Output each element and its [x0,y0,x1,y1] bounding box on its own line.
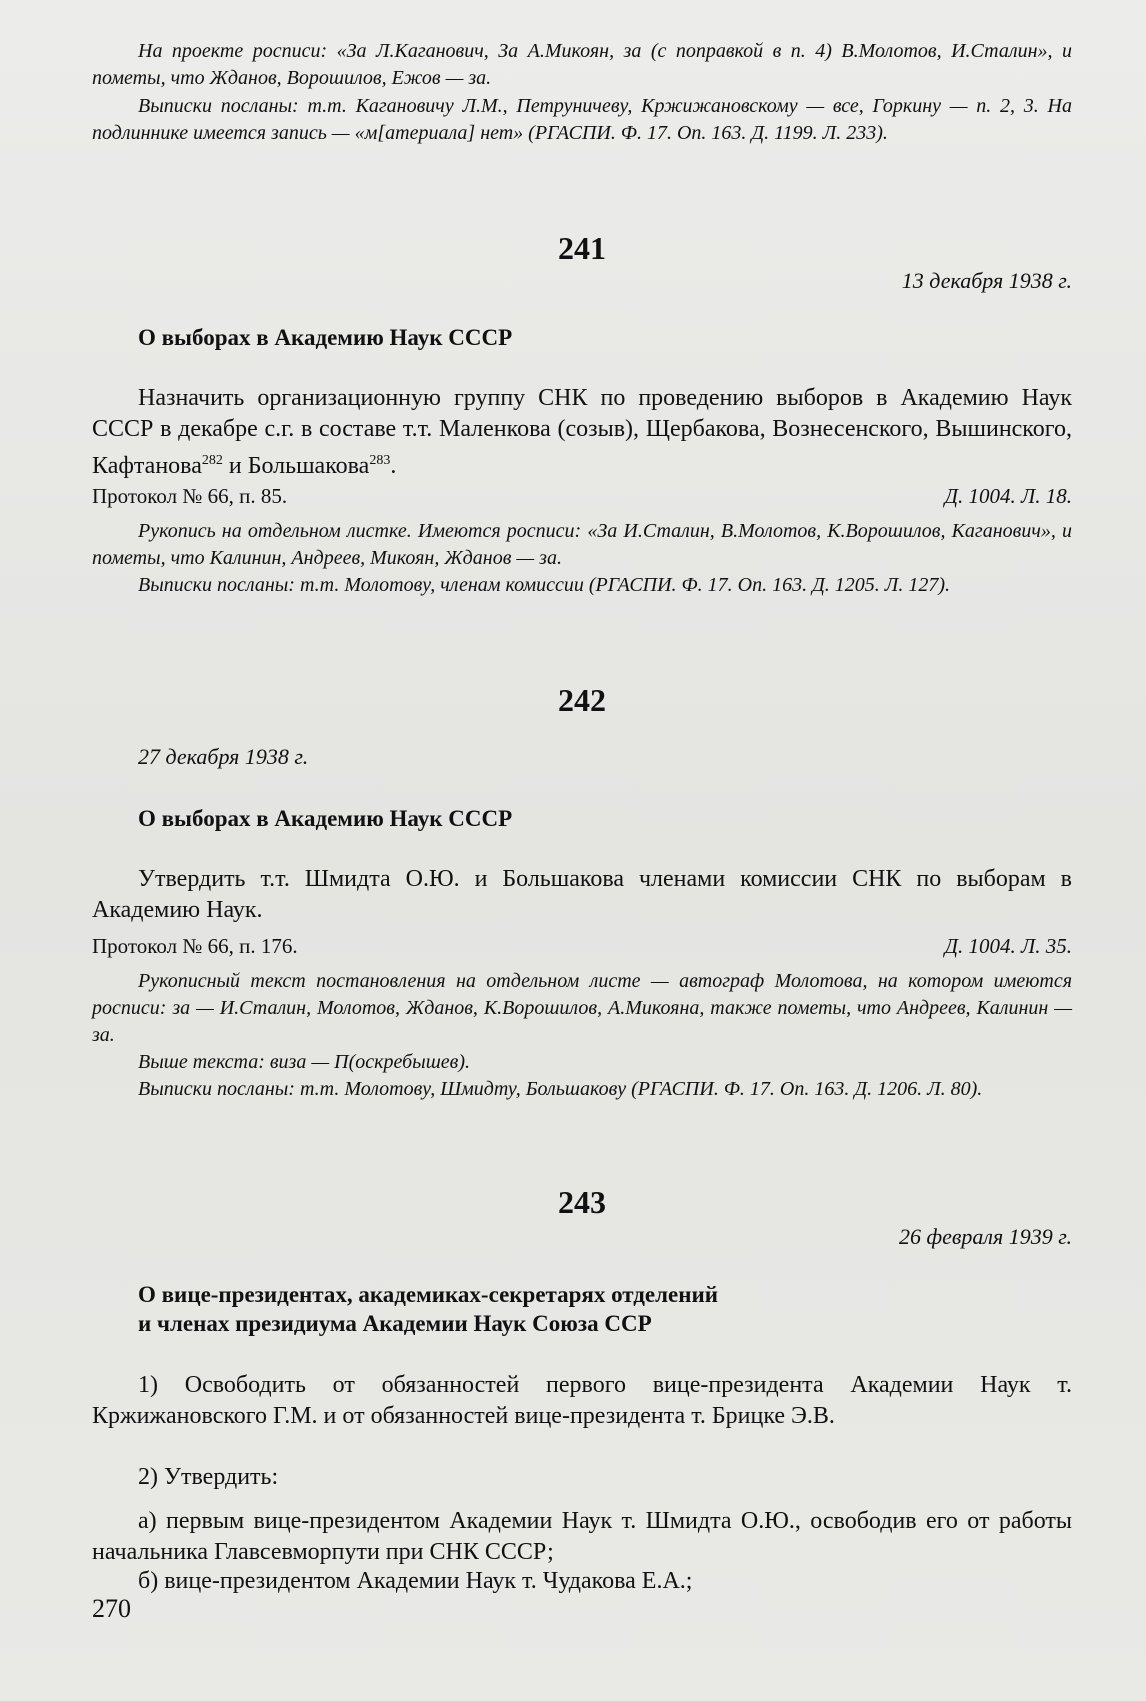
doc-241-note-2: Выписки посланы: т.т. Молотову, членам комиссии (РГАСПИ. Ф. 17. Оп. 163. Д. 1205. Л. 127). [138,574,951,596]
doc-243-item-1: 1) Освободить от обязанностей первого вице-президента Академии Наук т. Кржижановского Г.М. и от обязанностей вице-президента т. Брицке Э.В. [92,1372,1072,1429]
doc-241-title: О выборах в Академию Наук СССР [138,325,513,350]
doc-243-number: 243 [558,1184,606,1220]
doc-243-item-2a: а) первым вице-президентом Академии Наук т. Шмидта О.Ю., освободив его от работы начальника Главсевморпути при СНК СССР; [92,1508,1072,1565]
doc-243-title [92,1280,1118,1338]
doc-243-title-line-1: О вице-президентах, академиках-секретарях отделений [138,1282,718,1307]
doc-242-title: О выборах в Академию Наук СССР [138,806,513,831]
footnote-282: 282 [201,453,223,468]
doc-241-archive-ref: Д. 1004. Л. 18. [944,484,1072,508]
doc-243-item-2: 2) Утвердить: [138,1464,279,1490]
doc-242-number: 242 [558,682,606,718]
doc-241-body-mid: и Большакова [222,453,370,479]
doc-243-title-line-2: и членах президиума Академии Наук Союза ССР [138,1311,652,1336]
top-note-2: Выписки посланы: т.т. Кагановичу Л.М., Петруничеву, Кржижановскому — все, Горкину — п. 2, 3. На подлиннике имеется запись — «м[атериала] нет» (РГАСПИ. Ф. 17. Оп. 163. Д. 1199. Л. 233). [92,95,1072,144]
doc-243-item-2b: б) вице-президентом Академии Наук т. Чудакова Е.А.; [138,1568,693,1594]
doc-242-protocol-line [92,934,1072,959]
doc-241-date: 13 декабря 1938 г. [901,268,1072,293]
doc-242-protocol: Протокол № 66, п. 176. [92,934,298,958]
doc-241-body-end: . [390,453,397,479]
doc-242-note-2: Выше текста: виза — П(оскребышев). [138,1051,471,1073]
doc-242-note-3: Выписки посланы: т.т. Молотову, Шмидту, Большакову (РГАСПИ. Ф. 17. Оп. 163. Д. 1206. Л. 80). [138,1078,983,1100]
doc-241-protocol-line [92,484,1072,509]
doc-241-number: 241 [558,230,606,266]
doc-241-body-pre: Назначить организационную группу СНК по проведению выборов в Академию Наук СССР в декабре с.г. в составе т.т. Маленкова (созыв), Щербакова, Вознесенского, Вышинского, Кафтанова [92,385,1072,479]
doc-241-protocol: Протокол № 66, п. 85. [92,484,288,508]
footnote-283: 283 [369,453,391,468]
doc-242-date: 27 декабря 1938 г. [138,744,309,769]
doc-241-body [92,383,1072,482]
doc-242-note-1: Рукописный текст постановления на отдельном листе — автограф Молотова, на котором имеются росписи: за — И.Сталин, Молотов, Жданов, К.Ворошилов, А.Микояна, также пометы, что Андреев, Калинин — за. [92,970,1072,1046]
doc-243-date: 26 февраля 1939 г. [898,1224,1072,1249]
doc-242-body: Утвердить т.т. Шмидта О.Ю. и Большакова членами комиссии СНК по выборам в Академию Наук. [92,866,1072,923]
page-number: 270 [92,1594,131,1623]
doc-242-archive-ref: Д. 1004. Л. 35. [944,934,1072,958]
top-note-1: На проекте росписи: «За Л.Каганович, За А.Микоян, за (с поправкой в п. 4) В.Молотов, И.Сталин», и пометы, что Жданов, Ворошилов, Ежов — за. [92,40,1072,89]
doc-241-note-1: Рукопись на отдельном листке. Имеются росписи: «За И.Сталин, В.Молотов, К.Ворошилов, Каганович», и пометы, что Калинин, Андреев, Микоян, Жданов — за. [92,520,1072,569]
